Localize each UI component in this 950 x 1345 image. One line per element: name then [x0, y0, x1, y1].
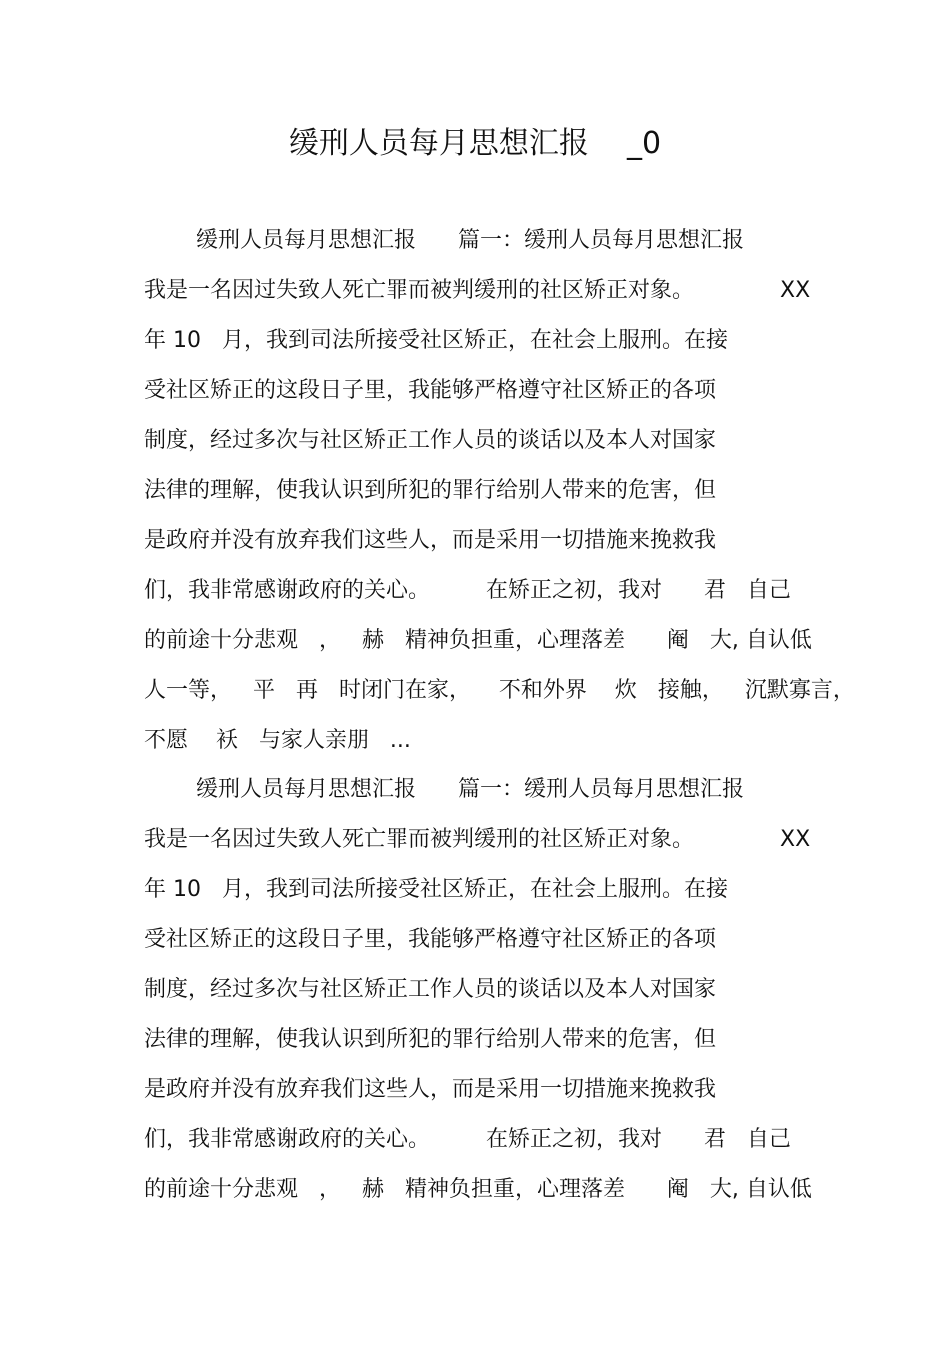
paragraph-line: 制度，经过多次与社区矫正工作人员的谈话以及本人对国家	[144, 428, 717, 453]
paragraph-line: 的前途十分悲观 ， 赫 精神负担重，心理落差 阉 大, 自认低	[144, 628, 812, 653]
paragraph-line: 法律的理解，使我认识到所犯的罪行给别人带来的危害，但	[144, 478, 717, 503]
year-mark: XX	[780, 278, 811, 303]
paragraph-line: 法律的理解，使我认识到所犯的罪行给别人带来的危害，但	[144, 1027, 717, 1052]
paragraph-line: 是政府并没有放弃我们这些人，而是采用一切措施来挽救我	[144, 1077, 717, 1102]
paragraph-line: 年 10 月，我到司法所接受社区矫正，在社会上服刑。在接	[144, 877, 728, 902]
paragraph-line: 受社区矫正的这段日子里，我能够严格遵守社区矫正的各项	[144, 927, 717, 952]
paragraph-line: 受社区矫正的这段日子里，我能够严格遵守社区矫正的各项	[144, 378, 717, 403]
paragraph-line: 人一等， 平 再 时闭门在家， 不和外界 炊 接触， 沉默寡言，	[144, 678, 855, 703]
paragraph-line: 不愿 袄 与家人亲朋 ...	[144, 728, 411, 753]
paragraph-line: 年 10 月，我到司法所接受社区矫正，在社会上服刑。在接	[144, 328, 728, 353]
paragraph-line: 的前途十分悲观 ， 赫 精神负担重，心理落差 阉 大, 自认低	[144, 1177, 812, 1202]
paragraph-line: 我是一名因过失致人死亡罪而被判缓刑的社区矫正对象。	[144, 827, 695, 852]
paragraph-line: 我是一名因过失致人死亡罪而被判缓刑的社区矫正对象。	[144, 278, 695, 303]
paragraph-line: 们，我非常感谢政府的关心。 在矫正之初，我对 君 自己	[144, 578, 791, 603]
paragraph-line: 们，我非常感谢政府的关心。 在矫正之初，我对 君 自己	[144, 1127, 791, 1152]
document-title: 缓刑人员每月思想汇报 _0	[288, 126, 662, 161]
year-mark: XX	[780, 827, 811, 852]
paragraph-line: 是政府并没有放弃我们这些人，而是采用一切措施来挽救我	[144, 528, 717, 553]
paragraph-line: 缓刑人员每月思想汇报 篇一：缓刑人员每月思想汇报	[196, 228, 744, 253]
paragraph-line: 制度，经过多次与社区矫正工作人员的谈话以及本人对国家	[144, 977, 717, 1002]
paragraph-line: 缓刑人员每月思想汇报 篇一：缓刑人员每月思想汇报	[196, 777, 744, 802]
